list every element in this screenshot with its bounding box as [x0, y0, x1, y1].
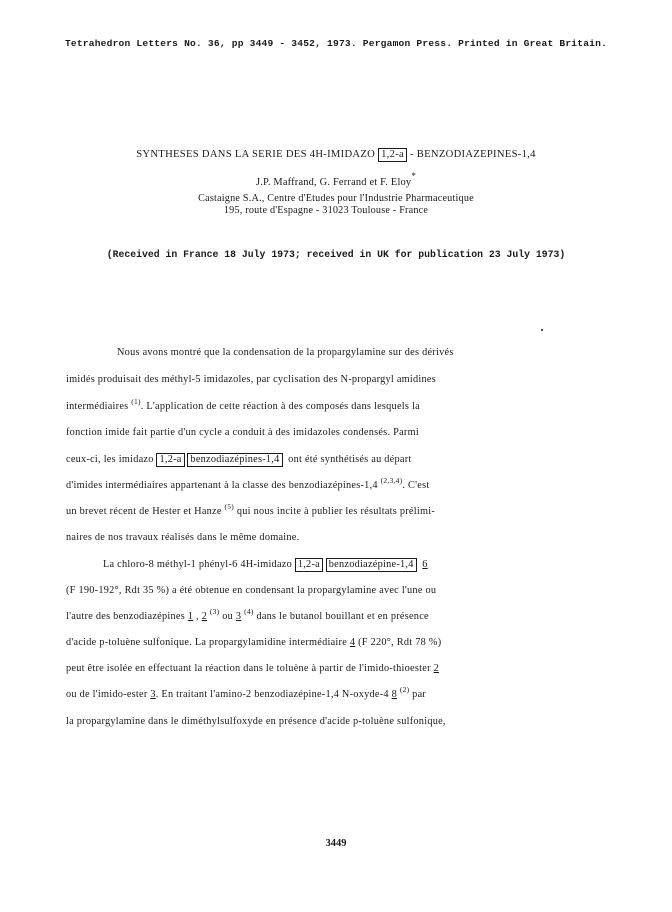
affiliation-line-2: 195, route d'Espagne - 31023 Toulouse - France: [223, 205, 429, 216]
text-span: . En traitant l'amino-2 benzodiazépine-1,4 N-oxyde-4: [155, 689, 389, 700]
body-line-7: [66, 502, 436, 517]
text-span: ou de l'imido-ester: [66, 689, 148, 700]
text-span: d'acide p-toluène sulfonique. La propargylamidine intermédiaire: [66, 637, 348, 648]
affiliation-line-1: Castaigne S.A., Centre d'Etudes pour l'Industrie Pharmaceutique: [198, 193, 474, 204]
body-line-9: [103, 558, 428, 572]
compound-number-3: 3: [235, 611, 242, 622]
title-suffix: - BENZODIAZEPINES-1,4: [410, 149, 536, 160]
text-span: dans le butanol bouillant et en présence: [256, 611, 429, 622]
text-span: par: [412, 689, 427, 700]
bracket-ring-name: benzodiazépine-1,4: [326, 558, 417, 572]
compound-number-4: 4: [349, 637, 356, 648]
author-names: J.P. Maffrand, G. Ferrand et F. Eloy: [255, 177, 412, 188]
reference-4: (4): [244, 607, 254, 616]
compound-number-3: 3: [150, 689, 156, 700]
title-bracket: 1,2-a: [378, 148, 407, 162]
body-line-10: (F 190-192°, Rdt 35 %) a été obtenue en condensant la propargylamine avec l'une ou: [66, 585, 437, 596]
text-span: d'imides intermédiaires appartenant à la classe des benzodiazépines-1,4: [66, 480, 378, 491]
authors: [0, 171, 672, 188]
text-span: La chloro-8 méthyl-1 phényl-6 4H-imidazo: [103, 559, 292, 570]
body-line-12: [66, 637, 441, 648]
text-span: (F 220°, Rdt 78 %): [358, 637, 442, 648]
body-line-8: naires de nos travaux réalisés dans le même domaine.: [66, 532, 300, 543]
text-span: ou: [222, 611, 234, 622]
scan-speck: [541, 329, 543, 331]
reference-2-3-4: (2,3,4): [380, 476, 403, 485]
page-number: 3449: [325, 838, 347, 849]
reference-2: (2): [399, 685, 410, 694]
body-line-6: [66, 476, 430, 491]
reference-5: (5): [224, 502, 235, 511]
compound-number-1: 1: [187, 611, 194, 622]
bracket-ring-name: benzodiazépines-1,4: [187, 453, 282, 467]
text-span: peut être isolée en effectuant la réaction dans le toluène à partir de l'imido-thioester: [66, 663, 431, 674]
reference-1: (1): [131, 397, 141, 406]
article-title: [0, 148, 672, 162]
body-line-2: imidés produisait des méthyl-5 imidazoles, par cyclisation des N-propargyl amidines: [66, 374, 437, 385]
body-line-14: [66, 685, 427, 700]
title-prefix: SYNTHESES DANS LA SERIE DES 4H-IMIDAZO: [136, 149, 376, 160]
body-line-11: [66, 607, 429, 622]
body-line-4: fonction imide fait partie d'un cycle a conduit à des imidazoles condensés. Parmi: [66, 427, 419, 438]
body-line-1: Nous avons montré que la condensation de la propargylamine sur des dérivés: [117, 347, 454, 358]
received-dates: (Received in France 18 July 1973; received in UK for publication 23 July 1973): [106, 249, 566, 260]
body-line-3: [66, 397, 420, 412]
text-span: qui nous incite à publier les résultats prélimi-: [236, 506, 436, 517]
body-line-13: [66, 663, 439, 674]
text-span: un brevet récent de Hester et Hanze: [66, 506, 222, 517]
text-span: l'autre des benzodiazépines: [66, 611, 185, 622]
text-span: . C'est: [402, 480, 430, 491]
text-span: . L'application de cette réaction à des composés dans lesquels la: [140, 401, 420, 412]
text-span: ,: [196, 611, 199, 622]
reference-3: (3): [209, 607, 220, 616]
text-span: intermédiaires: [66, 401, 129, 412]
body-line-15: la propargylamine dans le diméthylsulfoxyde en présence d'acide p-toluène sulfonique,: [66, 716, 446, 727]
compound-number-8: 8: [391, 689, 398, 700]
text-span: ceux-ci, les imidazo: [66, 454, 154, 465]
text-span: ont été synthétisés au départ: [288, 454, 412, 465]
corresponding-author-mark: *: [411, 171, 417, 181]
body-line-5: [66, 453, 412, 467]
journal-header: Tetrahedron Letters No. 36, pp 3449 - 3452, 1973. Pergamon Press. Printed in Great Britain.: [64, 38, 608, 49]
compound-number-2: 2: [433, 663, 439, 674]
compound-number-6: 6: [422, 559, 428, 570]
bracket-ring-fusion: 1,2-a: [156, 453, 184, 467]
bracket-ring-fusion: 1,2-a: [295, 558, 323, 572]
compound-number-2: 2: [201, 611, 208, 622]
